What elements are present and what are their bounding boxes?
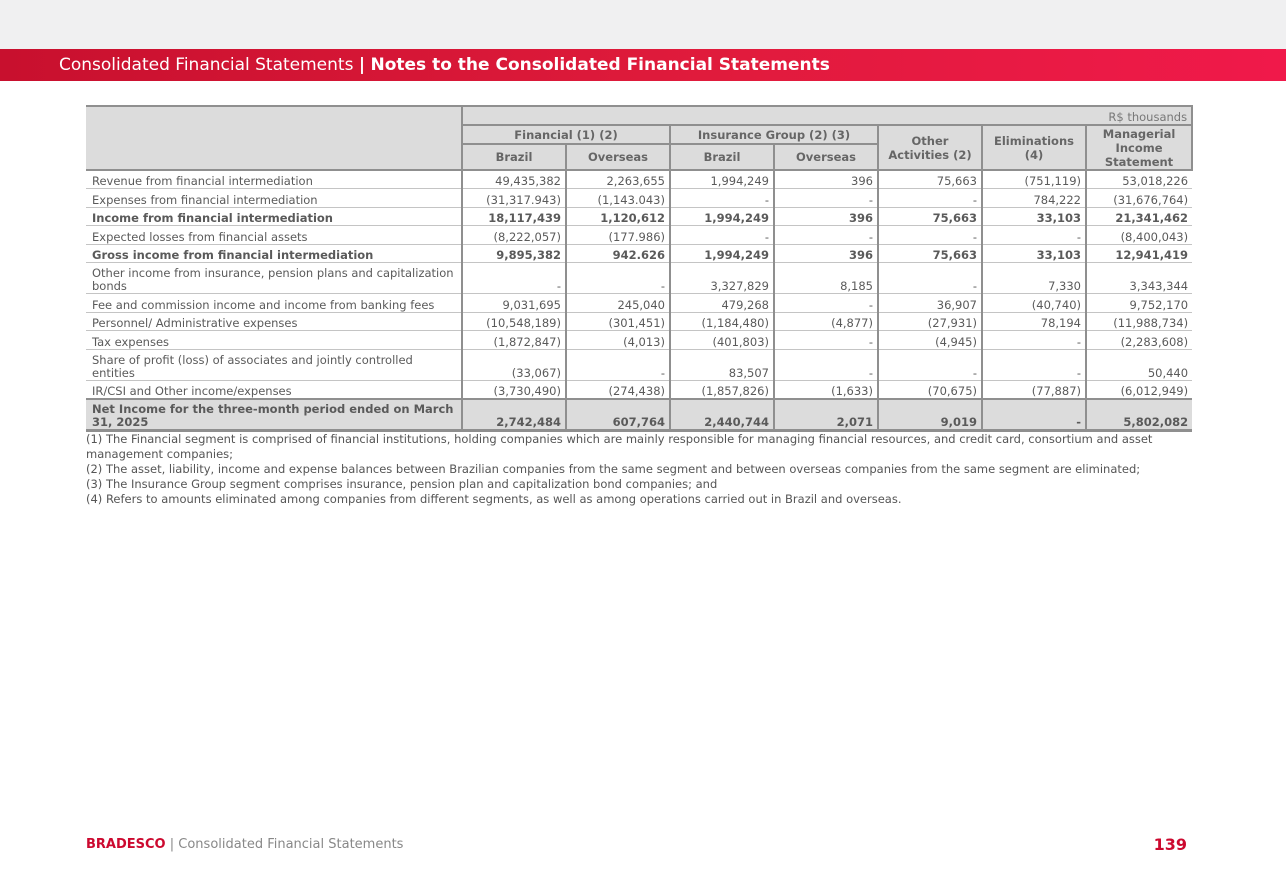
cell: 3,343,344 xyxy=(1086,263,1192,294)
table-row xyxy=(86,226,1192,245)
cell: 2,071 xyxy=(774,399,878,431)
cell: 21,341,462 xyxy=(1086,207,1192,226)
footer-brand: BRADESCO xyxy=(86,837,166,852)
row-label: Tax expenses xyxy=(86,331,462,350)
row-label: Net Income for the three-month period ended on March 31, 2025 xyxy=(86,399,462,431)
footer-separator: | xyxy=(169,837,175,852)
cell: - xyxy=(982,349,1086,380)
row-label: Fee and commission income and income from banking fees xyxy=(86,294,462,313)
cell: - xyxy=(774,294,878,313)
table-row xyxy=(86,294,1192,313)
group-financial: Financial (1) (2) xyxy=(462,125,670,144)
header-title: Consolidated Financial Statements xyxy=(59,55,354,75)
cell: 18,117,439 xyxy=(462,207,566,226)
footnote: (1) The Financial segment is comprised of financial institutions, holding companies which are mainly responsible for managing financial resources, and credit card, consortium and asset management companies; xyxy=(86,432,1153,461)
table-row xyxy=(86,244,1192,263)
cell: 2,742,484 xyxy=(462,399,566,431)
cell: 33,103 xyxy=(982,244,1086,263)
cell: - xyxy=(670,226,774,245)
cell: 9,031,695 xyxy=(462,294,566,313)
col-insurance-brazil: Brazil xyxy=(670,144,774,170)
cell: (1,143.043) xyxy=(566,189,670,208)
table-row xyxy=(86,207,1192,226)
cell: - xyxy=(462,263,566,294)
cell: (4,013) xyxy=(566,331,670,350)
header-separator: | xyxy=(358,55,366,75)
col-insurance-overseas: Overseas xyxy=(774,144,878,170)
page-footer xyxy=(86,837,403,852)
row-label: Gross income from financial intermediation xyxy=(86,244,462,263)
cell: 12,941,419 xyxy=(1086,244,1192,263)
cell: 245,040 xyxy=(566,294,670,313)
cell: - xyxy=(878,349,982,380)
row-label: Personnel/ Administrative expenses xyxy=(86,312,462,331)
cell: 53,018,226 xyxy=(1086,170,1192,189)
table-row xyxy=(86,349,1192,380)
unit-label: R$ thousands xyxy=(462,106,1192,125)
row-label: Expected losses from financial assets xyxy=(86,226,462,245)
cell: 8,185 xyxy=(774,263,878,294)
row-label: Expenses from financial intermediation xyxy=(86,189,462,208)
page-header xyxy=(0,49,1286,81)
header-corner xyxy=(86,106,462,170)
cell: (77,887) xyxy=(982,380,1086,399)
cell: 36,907 xyxy=(878,294,982,313)
cell: - xyxy=(982,399,1086,431)
cell: 2,263,655 xyxy=(566,170,670,189)
cell: 75,663 xyxy=(878,170,982,189)
table-row xyxy=(86,189,1192,208)
footnotes xyxy=(86,432,1192,507)
cell: (4,877) xyxy=(774,312,878,331)
cell: 479,268 xyxy=(670,294,774,313)
row-label: Share of profit (loss) of associates and jointly controlled entities xyxy=(86,349,462,380)
cell: (33,067) xyxy=(462,349,566,380)
cell: 75,663 xyxy=(878,244,982,263)
cell: - xyxy=(982,331,1086,350)
cell: 1,994,249 xyxy=(670,170,774,189)
cell: (274,438) xyxy=(566,380,670,399)
table-row xyxy=(86,170,1192,189)
cell: (10,548,189) xyxy=(462,312,566,331)
cell: 1,994,249 xyxy=(670,244,774,263)
cell: (40,740) xyxy=(982,294,1086,313)
cell: (1,184,480) xyxy=(670,312,774,331)
cell: 3,327,829 xyxy=(670,263,774,294)
cell: 607,764 xyxy=(566,399,670,431)
footnote: (3) The Insurance Group segment comprises insurance, pension plan and capitalization bond companies; and xyxy=(86,477,718,491)
table-row-total xyxy=(86,399,1192,431)
segment-income-table xyxy=(86,105,1193,432)
cell: - xyxy=(774,349,878,380)
cell: 2,440,744 xyxy=(670,399,774,431)
cell: 75,663 xyxy=(878,207,982,226)
col-managerial: Managerial Income Statement xyxy=(1086,125,1192,170)
cell: - xyxy=(566,349,670,380)
footnote: (4) Refers to amounts eliminated among companies from different segments, as well as among operations carried out in Brazil and overseas. xyxy=(86,492,902,506)
cell: - xyxy=(982,226,1086,245)
table-row xyxy=(86,312,1192,331)
cell: - xyxy=(774,226,878,245)
cell: (751,119) xyxy=(982,170,1086,189)
cell: (4,945) xyxy=(878,331,982,350)
cell: 1,120,612 xyxy=(566,207,670,226)
cell: (301,451) xyxy=(566,312,670,331)
cell: (3,730,490) xyxy=(462,380,566,399)
cell: 784,222 xyxy=(982,189,1086,208)
cell: 396 xyxy=(774,244,878,263)
row-label: Revenue from financial intermediation xyxy=(86,170,462,189)
footer-text: Consolidated Financial Statements xyxy=(178,837,404,852)
cell: - xyxy=(878,189,982,208)
cell: (401,803) xyxy=(670,331,774,350)
cell: (8,400,043) xyxy=(1086,226,1192,245)
row-label: Income from financial intermediation xyxy=(86,207,462,226)
table-row xyxy=(86,331,1192,350)
cell: (70,675) xyxy=(878,380,982,399)
col-eliminations: Eliminations (4) xyxy=(982,125,1086,170)
cell: - xyxy=(774,331,878,350)
cell: 5,802,082 xyxy=(1086,399,1192,431)
cell: 396 xyxy=(774,170,878,189)
cell: (31,676,764) xyxy=(1086,189,1192,208)
row-label: Other income from insurance, pension plans and capitalization bonds xyxy=(86,263,462,294)
cell: (6,012,949) xyxy=(1086,380,1192,399)
table-row xyxy=(86,263,1192,294)
cell: 9,895,382 xyxy=(462,244,566,263)
cell: 9,752,170 xyxy=(1086,294,1192,313)
cell: 9,019 xyxy=(878,399,982,431)
cell: (11,988,734) xyxy=(1086,312,1192,331)
cell: (1,633) xyxy=(774,380,878,399)
cell: - xyxy=(878,263,982,294)
cell: (31,317.943) xyxy=(462,189,566,208)
cell: 7,330 xyxy=(982,263,1086,294)
cell: (27,931) xyxy=(878,312,982,331)
cell: (177.986) xyxy=(566,226,670,245)
group-insurance: Insurance Group (2) (3) xyxy=(670,125,878,144)
cell: 396 xyxy=(774,207,878,226)
top-margin-band xyxy=(0,0,1286,49)
cell: 942.626 xyxy=(566,244,670,263)
footnote: (2) The asset, liability, income and expense balances between Brazilian companies from the same segment and between overseas companies from the same segment are eliminated; xyxy=(86,462,1141,476)
cell: - xyxy=(566,263,670,294)
col-financial-brazil: Brazil xyxy=(462,144,566,170)
cell: 33,103 xyxy=(982,207,1086,226)
cell: 50,440 xyxy=(1086,349,1192,380)
cell: (1,872,847) xyxy=(462,331,566,350)
cell: (1,857,826) xyxy=(670,380,774,399)
col-other-activities: Other Activities (2) xyxy=(878,125,982,170)
header-subtitle: Notes to the Consolidated Financial Statements xyxy=(370,55,830,75)
cell: - xyxy=(670,189,774,208)
table-row xyxy=(86,380,1192,399)
cell: - xyxy=(878,226,982,245)
cell: (8,222,057) xyxy=(462,226,566,245)
cell: 49,435,382 xyxy=(462,170,566,189)
cell: 78,194 xyxy=(982,312,1086,331)
row-label: IR/CSI and Other income/expenses xyxy=(86,380,462,399)
cell: 83,507 xyxy=(670,349,774,380)
col-financial-overseas: Overseas xyxy=(566,144,670,170)
cell: 1,994,249 xyxy=(670,207,774,226)
page-number: 139 xyxy=(1153,835,1187,854)
cell: (2,283,608) xyxy=(1086,331,1192,350)
cell: - xyxy=(774,189,878,208)
